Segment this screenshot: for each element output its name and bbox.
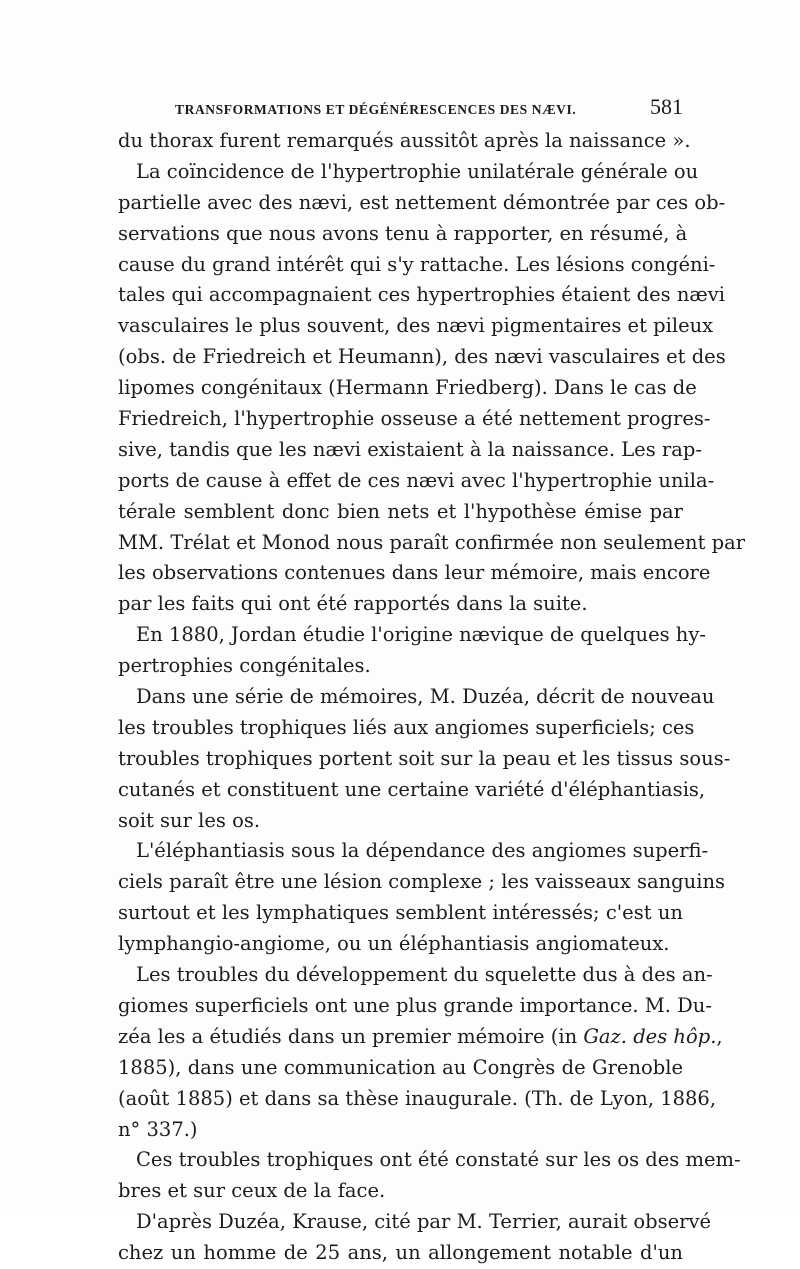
text-line: ports de cause à effet de ces nævi avec l'hypertrophie unila- — [118, 468, 715, 492]
text-fragment: zéa les a étudiés dans un premier mémoire (in — [118, 1024, 584, 1048]
text-line: lipomes congénitaux (Hermann Friedberg). Dans le cas de — [118, 376, 697, 400]
text-line: vasculaires le plus souvent, des nævi pigmentaires et pileux — [118, 314, 714, 338]
text-line: surtout et les lymphatiques semblent intéressés; c'est un — [118, 901, 683, 925]
text-line: lymphangio-angiome, ou un éléphantiasis angiomateux. — [118, 932, 670, 956]
text-line: les troubles trophiques liés aux angiomes superficiels; ces — [118, 715, 695, 739]
text-fragment: , — [716, 1024, 723, 1048]
text-line: partielle avec des nævi, est nettement démontrée par ces ob- — [118, 190, 726, 214]
text-line: du thorax furent remarqués aussitôt après la naissance ». — [118, 129, 691, 152]
text-line: servations que nous avons tenu à rapporter, en résumé, à — [118, 221, 688, 245]
text-line: pertrophies congénitales. — [118, 654, 371, 678]
text-line: 1885), dans une communication au Congrès de Grenoble — [118, 1055, 683, 1079]
text-line: Dans une série de mémoires, M. Duzéa, décrit de nouveau — [136, 685, 715, 709]
text-line — [118, 1022, 723, 1053]
text-line: cutanés et constituent une certaine variété d'éléphantiasis, — [118, 777, 706, 801]
citation-italic: Gaz. des hôp. — [583, 1024, 717, 1048]
text-line: Les troubles du développement du squelette dus à des an- — [136, 963, 713, 987]
text-line: MM. Trélat et Monod nous paraît confirmée non seulement par — [118, 530, 746, 554]
text-line: Ces troubles trophiques ont été constaté sur les os des mem- — [136, 1148, 741, 1172]
text-line: soit sur les os. — [118, 808, 261, 832]
text-line: (août 1885) et dans sa thèse inaugurale. (Th. de Lyon, 1886, — [118, 1086, 717, 1110]
text-line: cause du grand intérêt qui s'y rattache. Les lésions congéni- — [118, 252, 716, 276]
text-line: par les faits qui ont été rapportés dans la suite. — [118, 592, 588, 616]
text-line: giomes superficiels ont une plus grande importance. M. Du- — [118, 993, 712, 1017]
page-number: 581 — [650, 94, 683, 119]
text-line: ciels paraît être une lésion complexe ; les vaisseaux sanguins — [118, 870, 726, 894]
text-line: (obs. de Friedreich et Heumann), des nævi vasculaires et des — [118, 345, 726, 369]
body-text — [118, 126, 746, 1269]
text-line: les observations contenues dans leur mémoire, mais encore — [118, 561, 711, 585]
text-line: En 1880, Jordan étudie l'origine nævique de quelques hy- — [136, 623, 706, 647]
text-line: térale semblent donc bien nets et l'hypothèse émise par — [118, 499, 683, 523]
text-line: troubles trophiques portent soit sur la peau et les tissus sous- — [118, 746, 731, 770]
text-line: bres et sur ceux de la face. — [118, 1179, 386, 1203]
running-header — [118, 94, 683, 124]
text-line: D'après Duzéa, Krause, cité par M. Terrier, aurait observé — [136, 1210, 712, 1234]
text-line: chez un homme de 25 ans, un allongement notable d'un — [118, 1241, 683, 1265]
text-line: L'éléphantiasis sous la dépendance des angiomes superfi- — [136, 839, 709, 863]
text-line: Friedreich, l'hypertrophie osseuse a été nettement progres- — [118, 407, 711, 431]
running-title: TRANSFORMATIONS ET DÉGÉNÉRESCENCES DES NÆVI. — [175, 102, 577, 117]
text-line: La coïncidence de l'hypertrophie unilatérale générale ou — [136, 159, 699, 183]
text-line: n° 337.) — [118, 1117, 198, 1141]
text-line: sive, tandis que les nævi existaient à la naissance. Les rap- — [118, 437, 702, 461]
text-line: tales qui accompagnaient ces hypertrophies étaient des nævi — [118, 283, 726, 307]
